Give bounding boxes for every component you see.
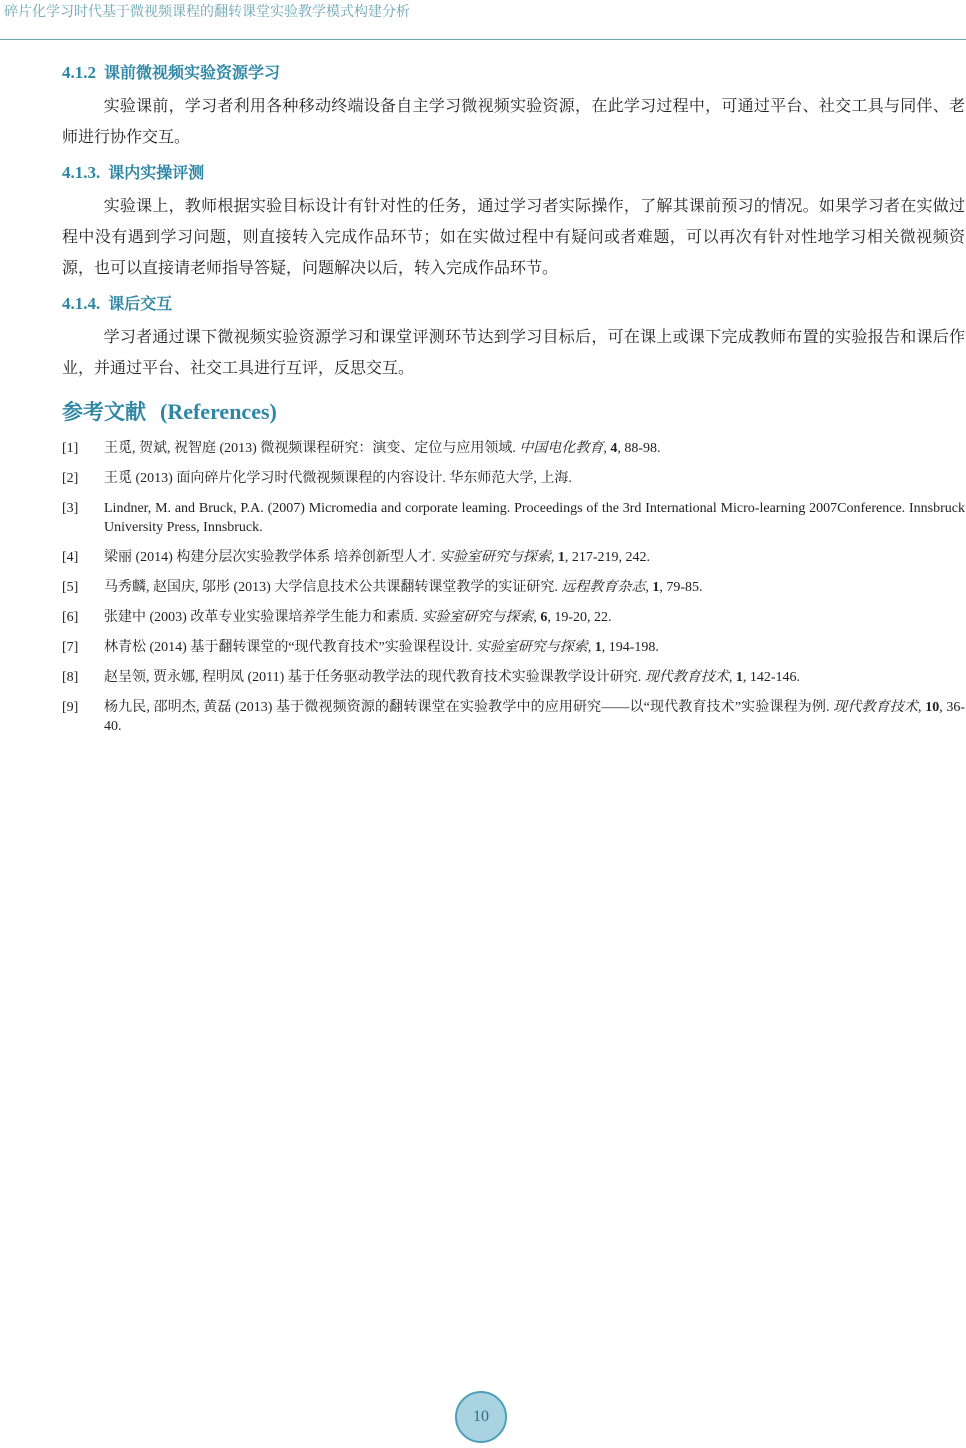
reference-pages: , 19-20, 22. — [547, 610, 612, 625]
reference-text: 王觅, 贺斌, 祝智庭 (2013) 微视频课程研究：演变、定位与应用领域. 中国电化教育, 4, 88-98. — [104, 441, 661, 456]
reference-item — [62, 668, 965, 687]
reference-number: [2] — [62, 471, 79, 486]
section-heading — [62, 62, 965, 84]
reference-list — [62, 439, 965, 736]
reference-item — [62, 578, 965, 597]
section-number: 4.1.3. — [62, 163, 101, 182]
page-content — [62, 58, 965, 747]
reference-volume: 1 — [557, 550, 565, 565]
reference-body: 王觅 (2013) 面向碎片化学习时代微视频课程的内容设计. 华东师范大学, 上海. — [104, 471, 572, 486]
reference-text: 杨九民, 邵明杰, 黄磊 (2013) 基于微视频资源的翻转课堂在实验教学中的应用研究——以“现代教育技术”实验课程为例. 现代教育技术, 10, 36-40. — [104, 700, 966, 734]
reference-body: 林青松 (2014) 基于翻转课堂的“现代教育技术”实验课程设计. — [104, 640, 476, 655]
section-4-1-2 — [62, 62, 965, 152]
reference-journal: 实验室研究与探索 — [475, 640, 588, 655]
reference-text: 马秀麟, 赵国庆, 邬彤 (2013) 大学信息技术公共课翻转课堂教学的实证研究. 远程教育杂志, 1, 79-85. — [104, 580, 703, 595]
section-heading — [62, 293, 965, 315]
section-title: 课前微视频实验资源学习 — [104, 63, 281, 82]
reference-text: 张建中 (2003) 改革专业实验课培养学生能力和素质. 实验室研究与探索, 6, 19-20, 22. — [104, 610, 612, 625]
reference-journal: 中国电化教育 — [519, 441, 604, 456]
reference-body: 张建中 (2003) 改革专业实验课培养学生能力和素质. — [104, 610, 422, 625]
reference-pages: , 36-40. — [104, 700, 966, 734]
section-title: 课后交互 — [108, 294, 173, 313]
reference-journal: 现代教育技术 — [644, 670, 729, 685]
reference-journal: 实验室研究与探索 — [421, 610, 534, 625]
page-number: 10 — [473, 1408, 489, 1425]
section-number: 4.1.4. — [62, 294, 101, 313]
reference-item — [62, 439, 965, 458]
page-number-badge — [455, 1391, 507, 1443]
reference-number: [1] — [62, 441, 79, 456]
reference-text — [104, 499, 965, 537]
section-paragraph: 实验课上，教师根据实验目标设计有针对性的任务，通过学习者实际操作，了解其课前预习的情况。如果学习者在实做过程中没有遇到学习问题，则直接转入完成作品环节；如在实做过程中有疑问或者难题，可以再次有针对性地学习相关微视频资源，也可以直接请老师指导答疑，问题解决以后，转入完成作品环节。 — [62, 196, 965, 277]
reference-pages: , 79-85. — [659, 580, 703, 595]
reference-text: 赵呈领, 贾永娜, 程明凤 (2011) 基于任务驱动教学法的现代教育技术实验课教学设计研究. 现代教育技术, 1, 142-146. — [104, 670, 800, 685]
reference-pages: , 194-198. — [601, 640, 659, 655]
reference-body: Lindner, M. and Bruck, P.A. (2007) Micromedia and corporate leaming. Proceedings of the 3rd International Micro-learning 2007Conference. Innsbruck University Press, Innsbruck. — [104, 501, 965, 535]
section-title: 课内实操评测 — [108, 163, 205, 182]
reference-body: 马秀麟, 赵国庆, 邬彤 (2013) 大学信息技术公共课翻转课堂教学的实证研究. — [104, 580, 562, 595]
section-4-1-3 — [62, 162, 965, 283]
reference-body: 梁丽 (2014) 构建分层次实验教学体系 培养创新型人才. — [104, 550, 439, 565]
reference-body: 赵呈领, 贾永娜, 程明凤 (2011) 基于任务驱动教学法的现代教育技术实验课教学设计研究. — [104, 670, 645, 685]
reference-pages: , 88-98. — [617, 441, 661, 456]
references-heading-en: (References) — [160, 399, 277, 424]
reference-body: 杨九民, 邵明杰, 黄磊 (2013) 基于微视频资源的翻转课堂在实验教学中的应用研究——以“现代教育技术”实验课程为例. — [104, 700, 834, 715]
section-heading — [62, 162, 965, 184]
reference-number: [9] — [62, 700, 79, 715]
reference-journal: 实验室研究与探索 — [438, 550, 551, 565]
section-number: 4.1.2 — [62, 63, 96, 82]
section-paragraph: 学习者通过课下微视频实验资源学习和课堂评测环节达到学习目标后，可在课上或课下完成教师布置的实验报告和课后作业，并通过平台、社交工具进行互评，反思交互。 — [62, 327, 965, 377]
reference-number: [4] — [62, 550, 79, 565]
references-heading — [62, 397, 965, 427]
reference-number: [3] — [62, 501, 79, 516]
reference-item — [62, 548, 965, 567]
reference-text: 梁丽 (2014) 构建分层次实验教学体系 培养创新型人才. 实验室研究与探索, 1, 217-219, 242. — [104, 550, 650, 565]
reference-journal: 现代教育技术 — [833, 700, 919, 715]
reference-number: [6] — [62, 610, 79, 625]
reference-item — [62, 499, 965, 537]
section-4-1-4 — [62, 293, 965, 383]
reference-volume: 1 — [594, 640, 602, 655]
reference-item — [62, 698, 965, 736]
reference-text — [104, 469, 965, 488]
reference-journal: 远程教育杂志 — [561, 580, 646, 595]
reference-number: [5] — [62, 580, 79, 595]
reference-volume: 10 — [925, 700, 940, 715]
reference-number: [7] — [62, 640, 79, 655]
reference-item — [62, 469, 965, 488]
reference-pages: , 217-219, 242. — [564, 550, 650, 565]
reference-volume: 6 — [540, 610, 548, 625]
reference-volume: 4 — [610, 441, 618, 456]
header-divider — [0, 39, 966, 40]
reference-number: [8] — [62, 670, 79, 685]
reference-volume: 1 — [735, 670, 743, 685]
references-heading-cn: 参考文献 — [62, 400, 146, 424]
section-paragraph: 实验课前，学习者利用各种移动终端设备自主学习微视频实验资源，在此学习过程中，可通过平台、社交工具与同伴、老师进行协作交互。 — [62, 96, 965, 146]
reference-text: 林青松 (2014) 基于翻转课堂的“现代教育技术”实验课程设计. 实验室研究与探索, 1, 194-198. — [104, 640, 659, 655]
reference-volume: 1 — [652, 580, 660, 595]
reference-body: 王觅, 贺斌, 祝智庭 (2013) 微视频课程研究：演变、定位与应用领域. — [104, 441, 520, 456]
running-header-title: 碎片化学习时代基于微视频课程的翻转课堂实验教学模式构建分析 — [4, 4, 410, 20]
reference-pages: , 142-146. — [742, 670, 800, 685]
reference-item — [62, 608, 965, 627]
reference-item — [62, 638, 965, 657]
